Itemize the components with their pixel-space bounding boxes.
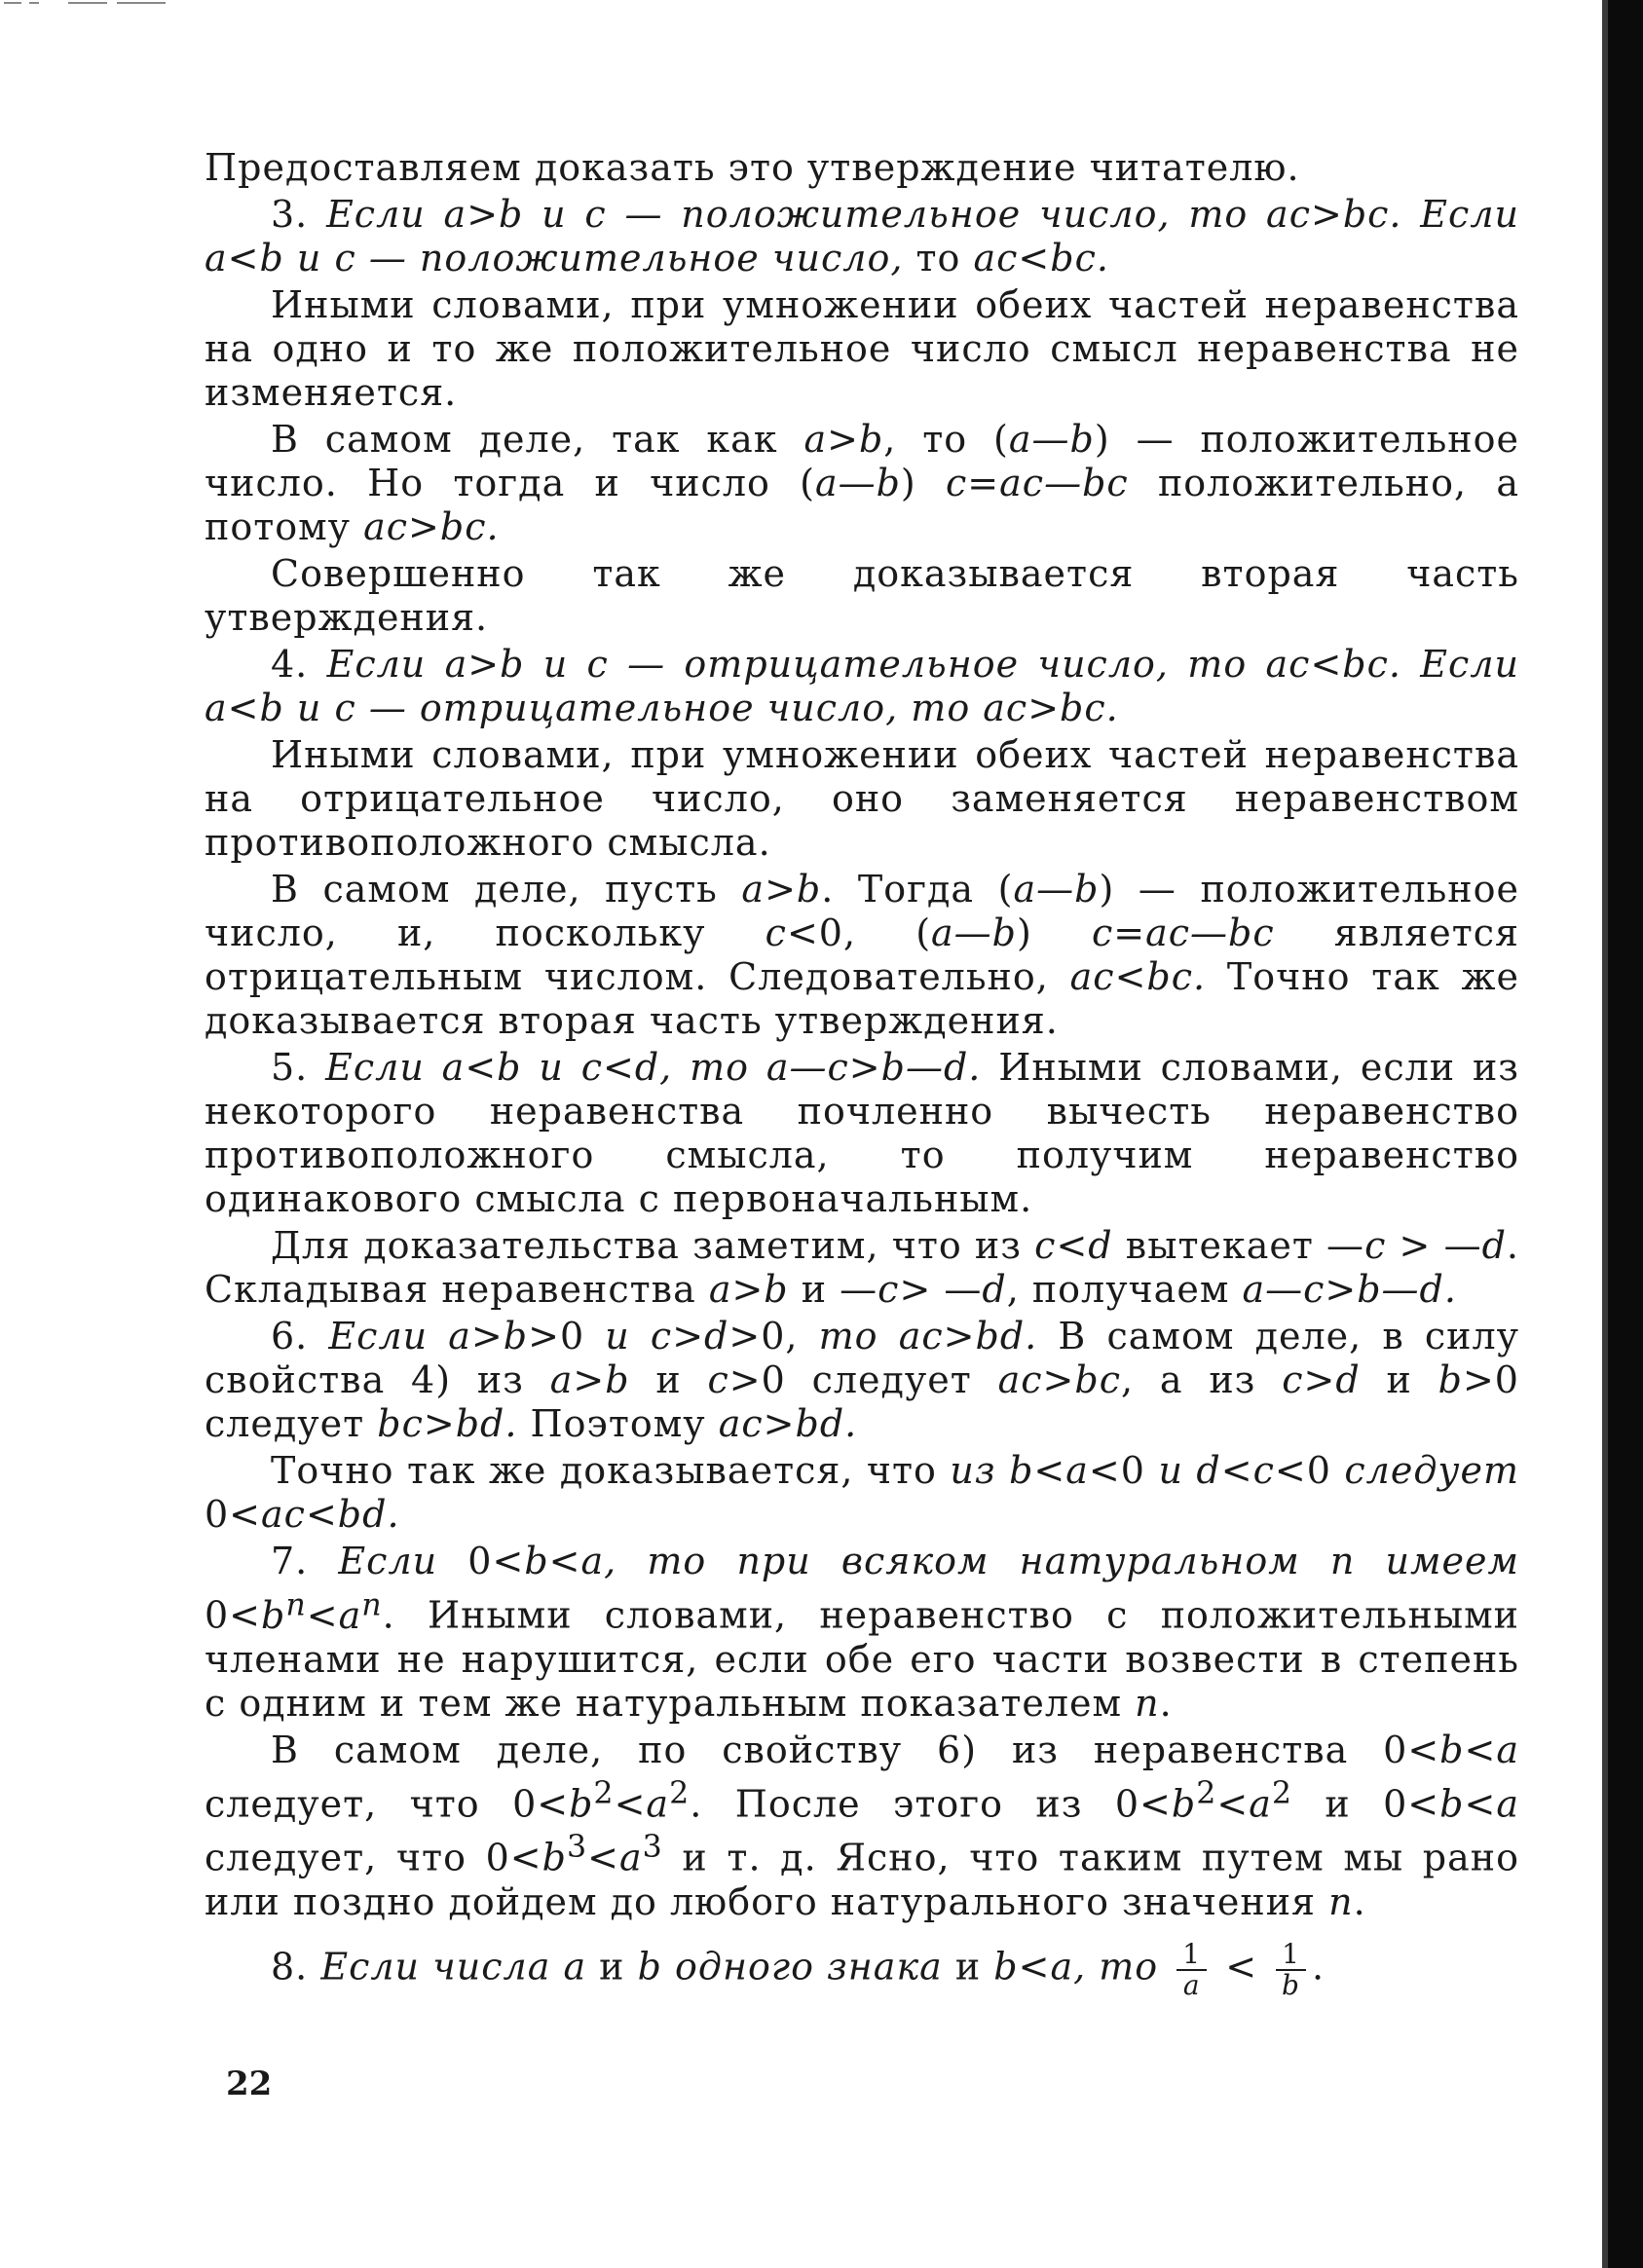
- paragraph-p5: Совершенно так же доказывается вторая часть утверждения.: [205, 552, 1519, 639]
- paragraph-p3: Иными словами, при умножении обеих частей неравенства на одно и то же положительное число смысл неравенства не изменяется.: [205, 283, 1519, 414]
- paragraph-p12: Точно так же доказывается, что из b<a<0 и d<c<0 следует 0<ac<bd.: [205, 1449, 1519, 1536]
- page-text: [205, 146, 1519, 2003]
- paragraph-p1: Предоставляем доказать это утверждение читателю.: [205, 146, 1300, 189]
- paragraph-p15: 8. Если числа a и b одного знака и b<a, то $\frac{1}{a}$ < $\frac{1}{b}$ .: [271, 1937, 1326, 2001]
- paragraph-p13: 7. Если 0<b<a, то при всяком натуральном n имеем $0<b^n<a^n$. Иными словами, неравенство с положительными членами не нарушится, если обе его части возвести в степень с одним и тем же натуральным показателем n.: [205, 1540, 1519, 1725]
- paragraph-p10: Для доказательства заметим, что из c<d вытекает —c > —d. Складывая неравенства a>b и —c> —d, получаем a—c>b—d.: [205, 1224, 1519, 1311]
- scan-edge-mark: [0, 0, 175, 8]
- page-number: 22: [226, 2064, 273, 2103]
- paragraph-p11: 6. Если a>b>0 и c>d>0, то ac>bd. В самом деле, в силу свойства 4) из a>b и c>0 следует ac>bc, а из c>d и b>0 следует bc>bd. Поэтому ac>bd.: [205, 1315, 1519, 1445]
- paragraph-p9: 5. Если a<b и c<d, то a—c>b—d. Иными словами, если из некоторого неравенства почленно вычесть неравенство противоположного смысла, то получим неравенство одинакового смысла с первоначальным.: [205, 1046, 1519, 1220]
- paragraph-p2: 3. Если a>b и c — положительное число, то ac>bc. Если a<b и c — положительное число, то ac<bc.: [205, 193, 1519, 279]
- paragraph-p8: В самом деле, пусть a>b. Тогда (a—b) — положительное число, и, поскольку c<0, (a—b) c=ac—bc является отрицательным числом. Следовательно, ac<bc. Точно так же доказывается вторая часть утверждения.: [205, 868, 1519, 1042]
- paragraph-p6: 4. Если a>b и c — отрицательное число, то ac<bc. Если a<b и c — отрицательное число, то ac>bc.: [205, 643, 1519, 729]
- paragraph-p4: В самом деле, так как a>b, то (a—b) — положительное число. Но тогда и число (a—b) c=ac—bc положительно, а потому ac>bc.: [205, 418, 1519, 548]
- paragraph-p7: Иными словами, при умножении обеих частей неравенства на отрицательное число, оно заменяется неравенством противоположного смысла.: [205, 733, 1519, 864]
- paragraph-p14: В самом деле, по свойству 6) из неравенства 0<b<a следует, что $0<b^2<a^2$. После этого из $0<b^2<a^2$ и 0<b<a следует, что $0<b^3<a^3$ и т. д. Ясно, что таким путем мы рано или поздно дойдем до любого натурального значения n.: [205, 1728, 1519, 1923]
- scan-spine-edge: [1608, 0, 1643, 2268]
